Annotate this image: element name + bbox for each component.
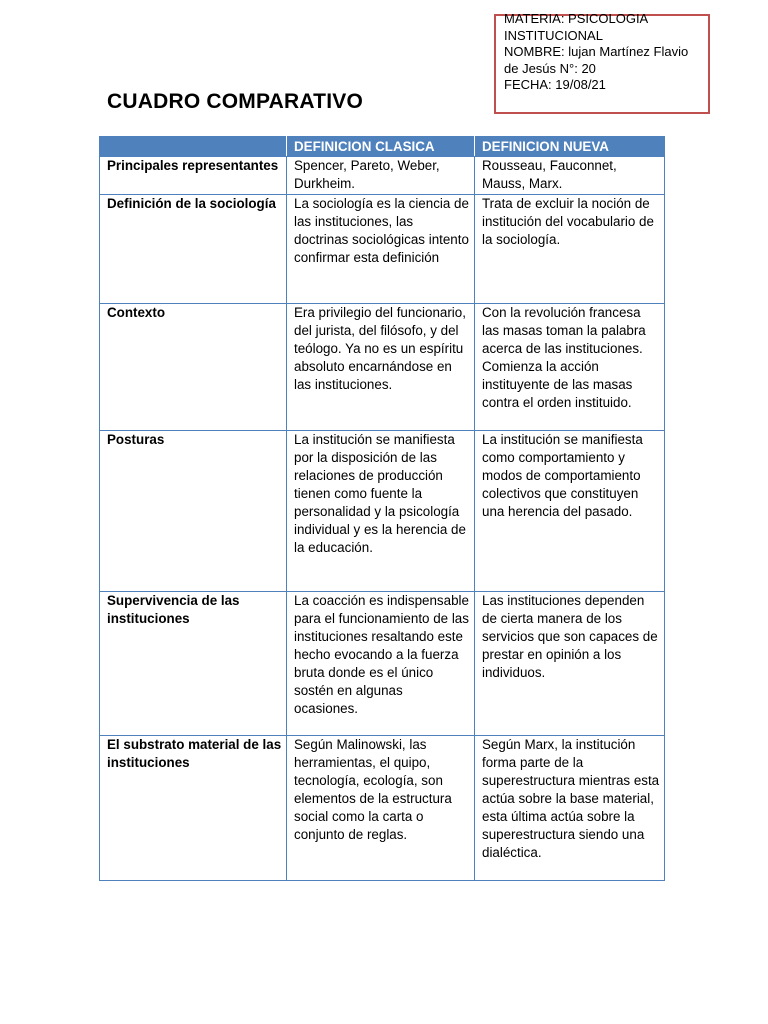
row-label: Contexto <box>100 304 287 431</box>
row-label: Principales representantes <box>100 157 287 195</box>
cell-nueva: Las instituciones dependen de cierta manera de los servicios que son capaces de prestar en opinión a los individuos. <box>475 592 665 736</box>
cell-nueva: Según Marx, la institución forma parte de la superestructura mientras esta actúa sobre la base material, esta última actúa sobre la superestructura siendo una dialéctica. <box>475 736 665 881</box>
table-row <box>100 157 665 195</box>
subject-line: MATERIA: PSICOLOGIA <box>504 11 649 26</box>
cell-clasica: La coacción es indispensable para el funcionamiento de las instituciones resaltando este hecho evocando a la fuerza bruta donde es el único sostén en algunas ocasiones. <box>287 592 475 736</box>
table-row <box>100 592 665 736</box>
subject-line-2: INSTITUCIONAL <box>504 27 603 43</box>
row-label: Definición de la sociología <box>100 195 287 304</box>
header-definicion-nueva: DEFINICION NUEVA <box>475 137 665 157</box>
table-header-row <box>100 137 665 157</box>
row-label: El substrato material de las instituciones <box>100 736 287 881</box>
cell-clasica: Spencer, Pareto, Weber, Durkheim. <box>287 157 475 195</box>
cell-nueva: La institución se manifiesta como comportamiento y modos de comportamiento colectivos que constituyen una herencia del pasado. <box>475 431 665 592</box>
table-row <box>100 195 665 304</box>
cell-clasica: La sociología es la ciencia de las instituciones, las doctrinas sociológicas intento confirmar esta definición <box>287 195 475 304</box>
cell-clasica: Era privilegio del funcionario, del jurista, del filósofo, y del teólogo. Ya no es un espíritu absoluto encarnándose en las instituciones. <box>287 304 475 431</box>
row-label: Posturas <box>100 431 287 592</box>
comparison-table <box>99 136 665 881</box>
date-line: FECHA: 19/08/21 <box>504 77 606 92</box>
cell-nueva: Trata de excluir la noción de institución del vocabulario de la sociología. <box>475 195 665 304</box>
table-row <box>100 304 665 431</box>
table-row <box>100 736 665 881</box>
cell-nueva: Rousseau, Fauconnet, Mauss, Marx. <box>475 157 665 195</box>
student-name-number-line: de Jesús N°: 20 <box>504 60 596 76</box>
student-name-line: NOMBRE: lujan Martínez Flavio <box>504 44 689 59</box>
header-empty-cell <box>100 137 287 157</box>
student-info-box <box>494 11 710 114</box>
cell-nueva: Con la revolución francesa las masas toman la palabra acerca de las instituciones. Comienza la acción instituyente de las masas contra el orden instituido. <box>475 304 665 431</box>
header-definicion-clasica: DEFINICION CLASICA <box>287 137 475 157</box>
row-label: Supervivencia de las instituciones <box>100 592 287 736</box>
table-row <box>100 431 665 592</box>
document-title: CUADRO COMPARATIVO <box>107 90 363 113</box>
cell-clasica: Según Malinowski, las herramientas, el quipo, tecnología, ecología, son elementos de la estructura social como la carta o conjunto de reglas. <box>287 736 475 881</box>
cell-clasica: La institución se manifiesta por la disposición de las relaciones de producción tienen como fuente la personalidad y la psicología individual y es la herencia de la educación. <box>287 431 475 592</box>
